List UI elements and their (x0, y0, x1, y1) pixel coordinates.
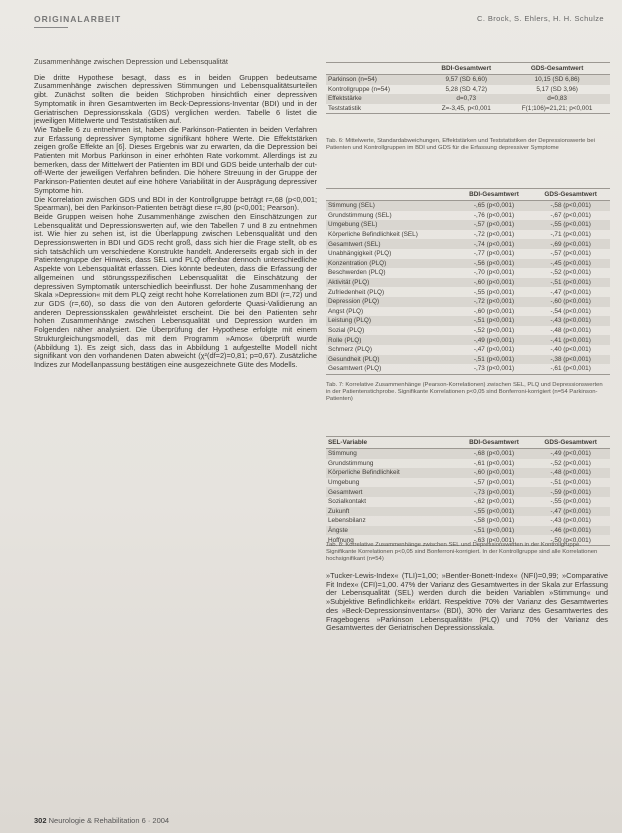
table-cell: Teststatistik (326, 104, 428, 114)
table-header-row (326, 189, 610, 201)
table-cell: -,63 (p<0,001) (457, 535, 532, 545)
table-row (326, 297, 610, 307)
table-row (326, 355, 610, 365)
table-row (326, 278, 610, 288)
table-cell: -,58 (p<0,001) (473, 517, 515, 525)
table-cell: Unabhängigkeit (PLQ) (328, 250, 392, 258)
table-cell: Körperliche Befindlichkeit (SEL) (328, 231, 418, 239)
table-cell: Kontrollgruppe (n=54) (328, 85, 390, 93)
table-cell: -,60 (p<0,001) (457, 278, 532, 288)
table-cell: Effektstärke (326, 94, 428, 104)
table-row (326, 507, 610, 517)
table-row (326, 335, 610, 345)
table-cell: -,70 (p<0,001) (473, 269, 515, 277)
table-cell: Leistung (PLQ) (326, 316, 457, 326)
table-2 (326, 188, 610, 375)
table-cell: Konzentration (PLQ) (326, 259, 457, 269)
table-cell: Grundstimmung (328, 459, 374, 467)
table-row (326, 516, 610, 526)
table-row (326, 497, 610, 507)
table-cell: Sozial (PLQ) (328, 327, 365, 335)
table-row (326, 326, 610, 336)
table-cell: Parkinson (n=54) (326, 75, 428, 85)
table-cell: Ängste (326, 526, 457, 536)
table-row (326, 94, 610, 104)
table-cell: -,67 (p<0,001) (550, 211, 591, 219)
table-3-caption: Tab. 8: Korrelative Zusammenhänge zwischen SEL und Depressionswerten in der Kontrollgruppe. Signifikante Korrelationen p<0,05 sind Bonferroni-korrigiert. In der Kontrollgruppe sind alle Korrelationen hochsignifikant (n=54) (326, 542, 598, 562)
table-1-caption: Tab. 6: Mittelwerte, Standardabweichungen, Effektstärken und Teststatistiken der Depressionswerte bei Patienten und Kontrollgruppen im BDI und GDS für die Erfassung depressiver Symptome (326, 138, 595, 151)
table-cell: -,48 (p<0,001) (550, 327, 591, 335)
table-cell: 10,15 (SD 6,86) (504, 75, 610, 85)
table-cell: 5,28 (SD 4,72) (445, 85, 488, 93)
column-header: GDS-Gesamtwert (504, 63, 610, 75)
table-cell: -,61 (p<0,001) (473, 459, 515, 467)
table-cell: -,40 (p<0,001) (550, 346, 591, 354)
table-row (326, 449, 610, 459)
table-cell: Zukunft (326, 507, 457, 517)
table-cell: Sozialkontakt (328, 498, 367, 506)
table-cell: Z=-3,45, p<0,001 (428, 104, 504, 114)
table-cell: -,61 (p<0,001) (531, 364, 610, 374)
label-rule (34, 27, 68, 28)
table-cell: -,50 (p<0,001) (531, 535, 610, 545)
table-cell: Hoffnung (326, 535, 457, 545)
table-cell: -,51 (p<0,001) (550, 479, 591, 487)
table-cell: -,43 (p<0,001) (531, 316, 610, 326)
table-cell: Gesamtwert (326, 487, 457, 497)
column-header: SEL-Variable (326, 437, 457, 449)
table-row (326, 249, 610, 259)
table-cell: -,49 (p<0,001) (531, 449, 610, 459)
table-cell: Umgebung (328, 479, 360, 487)
table-row (326, 85, 610, 95)
table-cell: -,74 (p<0,001) (457, 239, 532, 249)
table-cell: Beschwerden (PLQ) (328, 269, 386, 277)
table-cell: Aktivität (PLQ) (326, 278, 457, 288)
table-cell: -,57 (p<0,001) (473, 479, 515, 487)
right-column-text (326, 572, 608, 633)
table-row (326, 364, 610, 374)
table-row (326, 526, 610, 536)
table-cell: -,49 (p<0,001) (457, 335, 532, 345)
table-2-caption: Tab. 7: Korrelative Zusammenhänge (Pearson-Korrelationen) zwischen SEL, PLQ und Depressionswerten in der Patientenstichprobe. Signifikante Korrelationen p<0,05 sind Bonferroni-korrigiert (n=54 Parkinson-Patienten) (326, 382, 603, 402)
table-cell: -,58 (p<0,001) (531, 201, 610, 211)
journal-citation: Neurologie & Rehabilitation 6 · 2004 (48, 816, 170, 825)
table-cell: -,47 (p<0,001) (550, 288, 591, 296)
table-cell: -,43 (p<0,001) (550, 517, 591, 525)
table-cell: -,71 (p<0,001) (550, 231, 591, 239)
table-cell: Gesamtwert (SEL) (326, 239, 457, 249)
table-cell: 5,17 (SD 3,96) (536, 85, 578, 93)
table-cell: -,56 (p<0,001) (457, 259, 532, 269)
table-cell: -,52 (p<0,001) (473, 327, 515, 335)
column-header: BDI-Gesamtwert (457, 437, 532, 449)
table-cell: Gesamtwert (PLQ) (326, 364, 457, 374)
table-cell: -,38 (p<0,001) (531, 355, 610, 365)
table-cell: -,68 (p<0,001) (457, 449, 532, 459)
table-cell: -,51 (p<0,001) (457, 355, 532, 365)
table-cell: Zufriedenheit (PLQ) (328, 288, 385, 296)
table-cell: Rolle (PLQ) (326, 335, 457, 345)
table-row (326, 211, 610, 221)
table-cell: -,55 (p<0,001) (457, 507, 532, 517)
left-column (34, 58, 317, 370)
table-row (326, 268, 610, 278)
table-cell: Lebensbilanz (328, 517, 366, 525)
table-row (326, 468, 610, 478)
column-header: GDS-Gesamtwert (531, 437, 610, 449)
body-paragraph: Beide Gruppen weisen hohe Zusammenhänge zwischen den Einschätzungen zur Lebensqualität und Depressionswerten auf, wie den Tabellen 7 und 8 zu entnehmen ist. Wie hier zu sehen ist, ist die Überlappung zwischen Lebensqualität und den Depressionswerten in BDI und GDS recht groß, dass sich hier die Frage stellt, ob es sich tatsächlich um verschiedene Konstrukte handelt. Andererseits ergab sich in der Patientengruppe der Hinweis, dass SEL und PLQ offenbar dennoch unterschiedliche Aspekte von Lebensqualität erfassen. Dies könnte bedeuten, dass die Erfassung der allgemeinen und störungsspezifischen Lebensqualität die Einschätzung der depressiven Symptomatik unterschiedlich beeinflusst. Der hohe Zusammenhang der Skala »Depression« mit dem PLQ zeigt recht hohe Korrelationen zum BDI (r=,72) und zur GDS (r=,60), so dass die von den Autoren geforderte Quasi-Validierung an anderen Depressionsskalen gewährleistet erscheint. Die bei den Patienten sehr hohen Zusammenhänge zwischen Lebensqualität und Depression wurden im Folgenden näher analysiert. Die Überprüfung der Hypothese erfolgte mit einem Strukturgleichungsmodell, das mit dem Programm »Amos« überprüft wurde (Abbildung 1). Es zeigt sich, dass das in Abbildung 1 aufgestellte Modell nicht signifikant von den vorhandenen Daten abweicht (χ²(df=2)=0,81; p=0,67). Zusätzliche Indizes zur Modellanpassung bestätigen eine ausgezeichnete Güte des Modells. (34, 211, 317, 369)
column-header: BDI-Gesamtwert (428, 63, 504, 75)
table-cell: Grundstimmung (SEL) (328, 211, 392, 219)
table-cell: -,60 (p<0,001) (473, 307, 515, 315)
table-cell: Angst (PLQ) (328, 307, 364, 315)
table-cell: -,45 (p<0,001) (531, 259, 610, 269)
table-row (326, 287, 610, 297)
table-cell: Gesundheit (PLQ) (326, 355, 457, 365)
table-row (326, 259, 610, 269)
table-cell: -,51 (p<0,001) (531, 278, 610, 288)
table-cell: -,47 (p<0,001) (473, 346, 515, 354)
table-row (326, 239, 610, 249)
table-row (326, 478, 610, 488)
table-row (326, 307, 610, 317)
table-row (326, 345, 610, 355)
table-cell: -,60 (p<0,001) (457, 468, 532, 478)
table-cell: -,73 (p<0,001) (457, 487, 532, 497)
table-cell: 9,57 (SD 6,60) (428, 75, 504, 85)
table-cell: -,76 (p<0,001) (473, 211, 515, 219)
table-cell: Schmerz (PLQ) (328, 346, 373, 354)
table-cell: -,59 (p<0,001) (531, 487, 610, 497)
body-paragraph: »Tucker-Lewis-Index« (TLI)=1,00; »Bentler-Bonett-Index« (NFI)=0,99; »Comparative Fit Index« (CFI)=1,00. 47% der Varianz des Gesamtwertes in der Skala zur Erfassung der Lebensqualität (SEL) werden durch die beiden Variablen »Stimmung« und »Subjektive Befindlichkeit« erklärt. Respektive 70% der Varianz des Gesamtwertes des »Beck-Depressionsinventars« (BDI), 30% der Varianz des Gesamtwertes des Fragebogens »Parkinson Lebensqualität« (PLQ) und 70% der Varianz des Gesamtwertes der Geriatrischen Depressionsskala. (326, 571, 608, 633)
table-cell: Umgebung (SEL) (326, 220, 457, 230)
table-row (326, 201, 610, 211)
table-cell: -,72 (p<0,001) (473, 231, 515, 239)
table-cell: Stimmung (326, 449, 457, 459)
table-cell: -,55 (p<0,001) (473, 288, 515, 296)
table-cell: -,60 (p<0,001) (531, 297, 610, 307)
table-cell: Depression (PLQ) (326, 297, 457, 307)
table-3 (326, 436, 610, 546)
table-cell: Körperliche Befindlichkeit (326, 468, 457, 478)
section-label: ORIGINALARBEIT (34, 14, 122, 24)
table-cell: -,57 (p<0,001) (550, 250, 591, 258)
table-header-row (326, 437, 610, 449)
running-authors: C. Brock, S. Ehlers, H. H. Schulze (477, 14, 604, 23)
page-number: 302 (34, 816, 47, 825)
table-cell: -,52 (p<0,001) (550, 459, 591, 467)
table-cell: -,51 (p<0,001) (457, 316, 532, 326)
table-cell: -,55 (p<0,001) (531, 220, 610, 230)
section-heading: Zusammenhänge zwischen Depression und Lebensqualität (34, 57, 228, 66)
table-row (326, 104, 610, 114)
column-header: BDI-Gesamtwert (457, 189, 532, 201)
table-header-row (326, 63, 610, 75)
table-cell: -,51 (p<0,001) (457, 526, 532, 536)
table-cell: F(1;106)=21,21; p<0,001 (504, 104, 610, 114)
table-cell: d=0,73 (428, 94, 504, 104)
body-paragraph: Die Korrelation zwischen GDS und BDI in der Kontrollgruppe beträgt r=,68 (p<0,001; Spearman), bei den Parkinson-Patienten beträgt diese r=,80 (p<0,001; Pearson). (34, 194, 317, 213)
table-row (326, 230, 610, 240)
table-row (326, 316, 610, 326)
column-header: GDS-Gesamtwert (531, 189, 610, 201)
table-cell: -,57 (p<0,001) (457, 220, 532, 230)
table-row (326, 75, 610, 85)
table-cell: Stimmung (SEL) (326, 201, 457, 211)
table-cell: -,41 (p<0,001) (531, 335, 610, 345)
table-cell: -,62 (p<0,001) (473, 498, 515, 506)
table-cell: -,69 (p<0,001) (531, 239, 610, 249)
table-cell: -,72 (p<0,001) (457, 297, 532, 307)
table-cell: d=0,83 (504, 94, 610, 104)
table-row (326, 459, 610, 469)
page-footer (34, 816, 169, 825)
table-row (326, 487, 610, 497)
table-cell: -,77 (p<0,001) (473, 250, 515, 258)
table-cell: -,65 (p<0,001) (457, 201, 532, 211)
body-paragraph: Die dritte Hypothese besagt, dass es in beiden Gruppen bedeutsame Zusammenhänge zwischen depressiven Stimmungen und Lebensqualitätsurteilen gibt. Zunächst sollten die beiden Stichproben hinsichtlich einer depressiven Symptomatik in ihren Gesamtwerten im Beck-Depressions-Inventar (BDI) und in der Geriatrischen Depressionsskala (GDS) verglichen werden. Tabelle 6 listet die jeweiligen Mittelwerte und Teststatistiken auf. (34, 72, 317, 126)
table-cell: -,52 (p<0,001) (550, 269, 591, 277)
table-cell: -,46 (p<0,001) (531, 526, 610, 536)
body-paragraph: Wie Tabelle 6 zu entnehmen ist, haben die Parkinson-Patienten in beiden Verfahren zur Erfassung depressiver Symptome signifikant höhere Werte. Die Effektstärken zeigen große Effekte an [6]. Dieses Ergebnis war zu erwarten, da die Depression bei Patienten mit Morbus Parkinson in einer erhöhten Rate vorkommt. Allerdings ist zu bemerken, dass der Mittelwert der Patienten im BDI und GDS beide unterhalb der cut-off-Werte der jeweiligen Verfahren befinden. Die höhere Streuung in der Gruppe der Parkinson-Patienten deutet auf eine höhere Variabilität in der Ausprägung depressiver Symptome hin. (34, 124, 317, 195)
table-cell: -,55 (p<0,001) (550, 498, 591, 506)
table-cell: -,73 (p<0,001) (457, 364, 532, 374)
table-row (326, 220, 610, 230)
table-1 (326, 62, 610, 114)
table-cell: -,48 (p<0,001) (531, 468, 610, 478)
table-cell: -,47 (p<0,001) (531, 507, 610, 517)
table-cell: -,54 (p<0,001) (550, 307, 591, 315)
